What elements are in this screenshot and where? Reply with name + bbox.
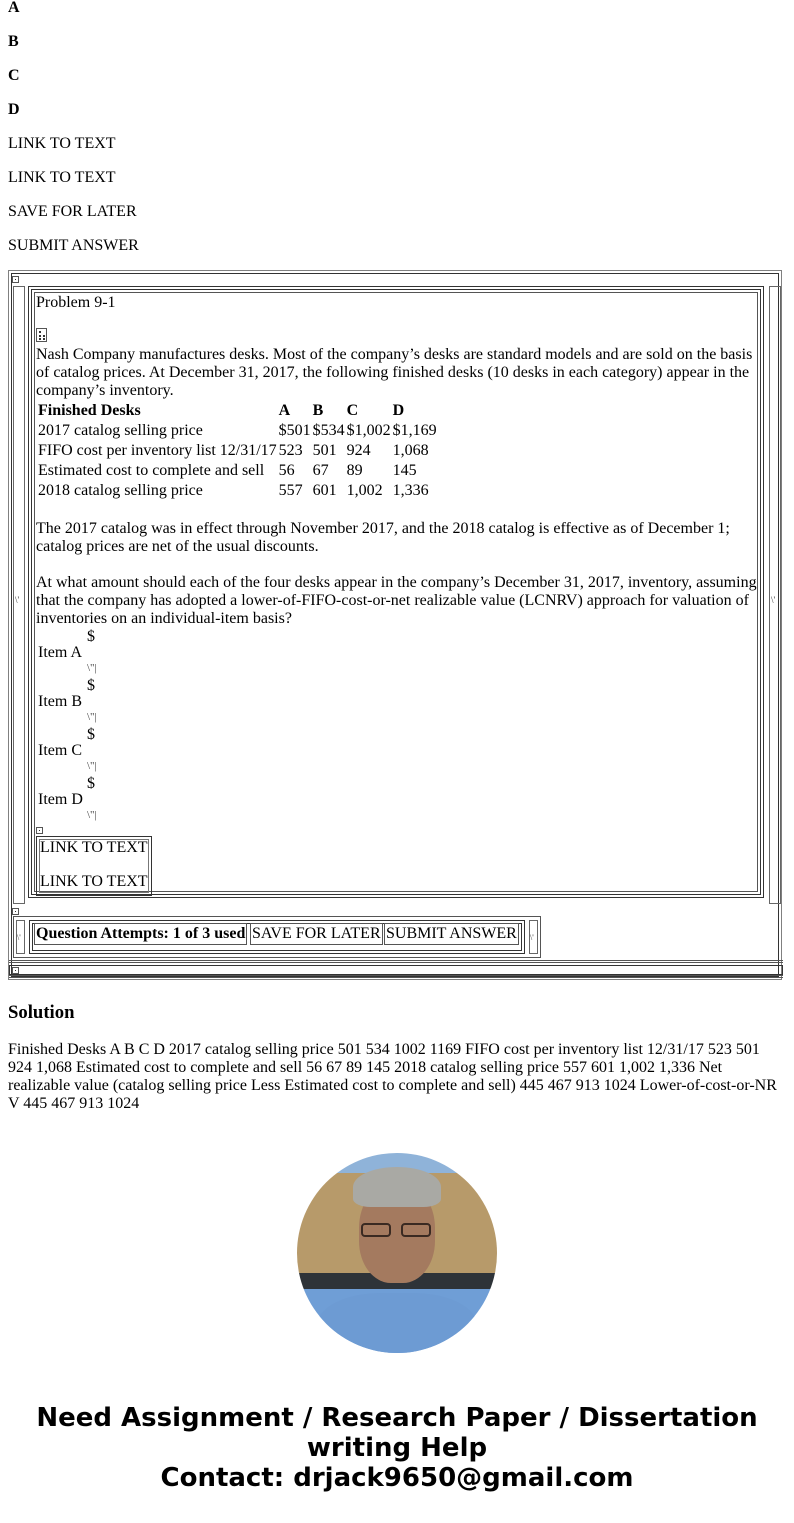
side-marks: \' — [530, 933, 534, 942]
cell-a: 523 — [278, 442, 303, 459]
footer-divider-2 — [9, 975, 783, 978]
cell-d: 1,336 — [392, 482, 429, 499]
promo-contact[interactable]: Contact: drjack9650@gmail.com — [160, 1463, 634, 1493]
cell-d: $1,169 — [392, 422, 437, 439]
finished-desks-table — [36, 400, 439, 502]
answer-input-placeholder[interactable]: \"| — [87, 711, 97, 723]
cell-b: 601 — [312, 482, 337, 499]
right-scroll-column — [769, 286, 781, 904]
problem-title: Problem 9-1 — [36, 294, 116, 311]
cell-c: $1,002 — [346, 422, 391, 439]
answer-input-placeholder[interactable]: \"| — [87, 662, 97, 674]
choice-c[interactable]: C — [8, 67, 20, 84]
table-row — [38, 482, 437, 500]
item-label: Item B — [38, 693, 82, 710]
answer-input-placeholder[interactable]: \"| — [87, 809, 97, 821]
promo-line-1: Need Assignment / Research Paper / Dissertation — [36, 1403, 758, 1433]
choice-d[interactable]: D — [8, 101, 20, 118]
row-label: Estimated cost to complete and sell — [38, 462, 265, 479]
side-marks: \' — [771, 595, 776, 605]
avatar-glasses — [361, 1223, 433, 1239]
link-to-text-button-1[interactable]: LINK TO TEXT — [40, 839, 148, 856]
table-row — [38, 422, 437, 440]
toolbar-left-column — [16, 920, 25, 954]
cell-b: 501 — [312, 442, 337, 459]
answer-input-placeholder[interactable]: \"| — [87, 760, 97, 772]
footer-bar — [9, 965, 783, 975]
answer-item-a — [36, 628, 760, 677]
link-to-text-button-2[interactable]: LINK TO TEXT — [40, 873, 148, 890]
question-text: At what amount should each of the four desks appear in the company’s December 31, 2017, inventory, assuming that the company has adopted a lower-of-FIFO-cost-or-net realizable value (LCNRV) approach for valuation of inventories on an individual-item basis? — [36, 574, 757, 627]
text-links-box — [36, 836, 152, 896]
table-row — [38, 462, 437, 480]
avatar-hair — [353, 1167, 441, 1207]
cell-a: 557 — [278, 482, 303, 499]
frame-toggle-icon — [12, 276, 19, 283]
save-for-later-button[interactable]: SAVE FOR LATER — [250, 923, 383, 945]
cell-c: 89 — [346, 462, 363, 479]
currency-symbol: $ — [87, 775, 95, 792]
side-marks: \' — [15, 595, 20, 605]
toolbar-right-column — [529, 920, 538, 954]
avatar-shirt — [317, 1293, 477, 1353]
solution-heading: Solution — [8, 1002, 75, 1023]
cell-d: 1,068 — [392, 442, 429, 459]
submit-answer-button[interactable]: SUBMIT ANSWER — [384, 923, 519, 945]
catalog-note: The 2017 catalog was in effect through November 2017, and the 2018 catalog is effective as of December 1; catalog prices are net of the usual discounts. — [36, 520, 730, 555]
cell-c: 1,002 — [346, 482, 383, 499]
header-d: D — [392, 402, 405, 419]
item-label: Item A — [38, 644, 82, 661]
solution-text: Finished Desks A B C D 2017 catalog selling price 501 534 1002 1169 FIFO cost per inventory list 12/31/17 523 501 924 1,068 Estimated cost to complete and sell 56 67 89 145 2018 catalog selling price 557 601 1,002 1,336 Net realizable value (catalog selling price Less Estimated cost to complete and sell) 445 467 913 1024 Lower-of-cost-or-NR V 445 467 913 1024 — [8, 1041, 777, 1112]
submit-answer-link[interactable]: SUBMIT ANSWER — [8, 237, 139, 254]
choice-b[interactable]: B — [8, 33, 19, 50]
currency-symbol: $ — [87, 677, 95, 694]
answer-item-b — [36, 677, 760, 726]
answer-items — [36, 628, 760, 824]
promo-banner — [0, 1403, 794, 1493]
solution-section — [8, 1002, 786, 1113]
toolbar-toggle-icon — [12, 908, 19, 915]
link-to-text-1[interactable]: LINK TO TEXT — [8, 135, 116, 152]
cell-d: 145 — [392, 462, 417, 479]
item-label: Item D — [38, 791, 83, 808]
row-label: 2018 catalog selling price — [38, 482, 203, 499]
answer-item-d — [36, 775, 760, 824]
links-toggle-icon — [36, 827, 43, 834]
left-scroll-column — [13, 286, 25, 904]
attempts-counter: Question Attempts: 1 of 3 used — [34, 923, 247, 945]
header-a: A — [278, 402, 291, 419]
save-for-later-link[interactable]: SAVE FOR LATER — [8, 203, 137, 220]
cell-b: $534 — [312, 422, 345, 439]
currency-symbol: $ — [87, 628, 95, 645]
table-row — [38, 442, 437, 460]
problem-intro: Nash Company manufactures desks. Most of the company’s desks are standard models and are sold on the basis of catalog prices. At December 31, 2017, the following finished desks (10 desks in each category) appear in the company’s inventory. — [36, 346, 753, 399]
link-to-text-2[interactable]: LINK TO TEXT — [8, 169, 116, 186]
cell-c: 924 — [346, 442, 371, 459]
problem-content — [36, 294, 760, 824]
choice-a[interactable]: A — [8, 0, 20, 16]
side-marks: \' — [17, 933, 21, 942]
cell-a: 56 — [278, 462, 295, 479]
promo-line-2: writing Help — [306, 1433, 488, 1463]
footer-toggle-icon — [12, 967, 19, 974]
row-label: 2017 catalog selling price — [38, 422, 203, 439]
footer-divider — [9, 960, 783, 963]
row-label: FIFO cost per inventory list 12/31/17 — [38, 442, 277, 459]
currency-symbol: $ — [87, 726, 95, 743]
cell-b: 67 — [312, 462, 329, 479]
header-finished-desks: Finished Desks — [38, 402, 141, 419]
item-label: Item C — [38, 742, 82, 759]
top-fallback-list — [0, 0, 794, 272]
answer-item-c — [36, 726, 760, 775]
header-c: C — [346, 402, 359, 419]
header-b: B — [312, 402, 324, 419]
grid-icon[interactable] — [36, 328, 47, 342]
cell-a: $501 — [278, 422, 311, 439]
table-header-row — [38, 402, 437, 420]
author-avatar — [297, 1153, 497, 1353]
